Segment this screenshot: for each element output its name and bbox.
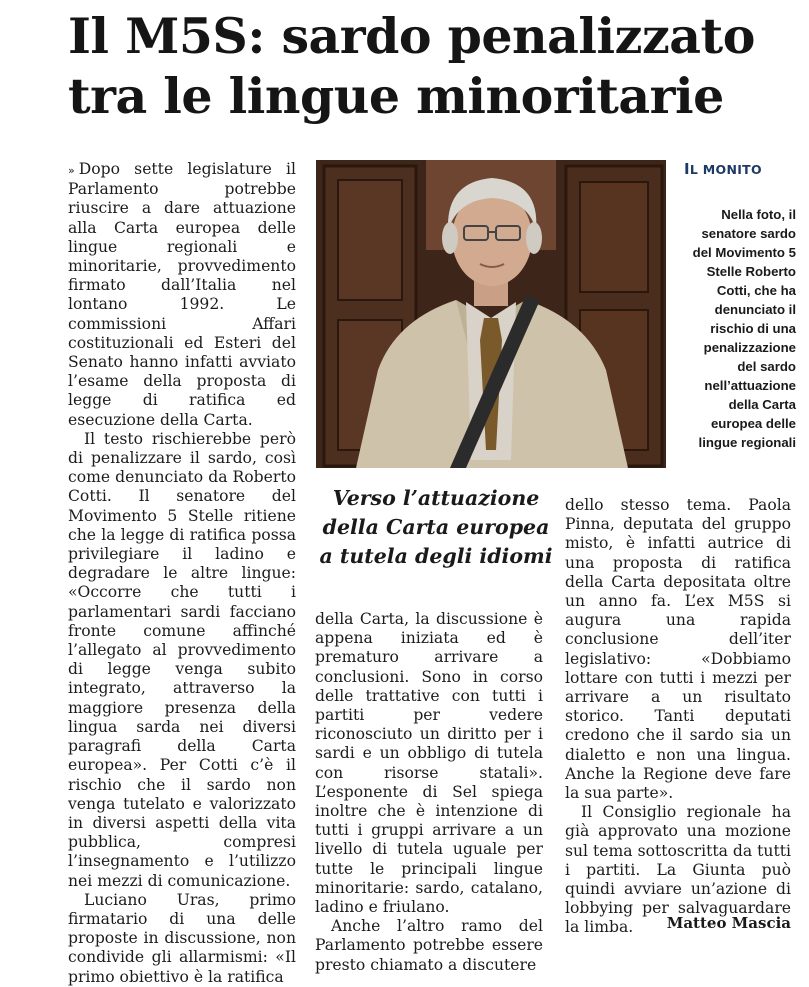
column-3 [565,496,791,938]
col3-paragraph-2: Il Consiglio regionale ha già approvato una mozione sul tema sottoscritta da tutti i partiti. La Giunta può quindi avviare un’azione di lobbying per salvaguardare la limba. [565,803,791,937]
pull-quote: Verso l’attuazione della Carta europea a tutela degli idiomi [319,486,553,568]
headline [68,6,798,126]
col2-paragraph-2: Anche l’altro ramo del Parlamento potrebbe essere presto chiamato a discutere [315,917,543,974]
col1-paragraph-2: Il testo rischierebbe però di penalizzare il sardo, così come denunciato da Roberto Cotti. Il senatore del Movimento 5 Stelle ritiene che la legge di ratifica possa privilegiare il ladino e degradare le altre lingue: «Occorre che tutti i parlamentari sardi facciano fronte comune affinché l’allegato al provvedimento di legge venga subito integrato, attraverso la maggiore presenza della lingua sarda nei diversi paragrafi della Carta europea». Per Cotti c’è il rischio che il sardo non venga tutelato e valorizzato in diversi aspetti della vita pubblica, compresi l’insegnamento e l’utilizzo nei mezzi di comunicazione. [68,429,296,890]
col1-paragraph-1: » Dopo sette legislature il Parlamento potrebbe riuscire a dare attuazione alla Carta europea delle lingue regionali e minoritarie, provvedimento firmato dall’Italia nel lontano 1992. Le commissioni Affari costituzionali ed Esteri del Senato hanno infatti avviato l’esame della proposta di legge di ratifica ed esecuzione della Carta. [68,160,296,429]
senator-photo [316,160,666,468]
section-kicker: IL MONITO [684,160,762,178]
column-1 [68,160,296,987]
lead-arrow-icon: » [68,164,72,177]
col1-paragraph-3: Luciano Uras, primo firmatario di una delle proposte in discussione, non condivide gli allarmismi: «Il primo obiettivo è la ratifica [68,890,296,986]
col3-paragraph-1: dello stesso tema. Paola Pinna, deputata del gruppo misto, è infatti autrice di una proposta di ratifica della Carta depositata oltre un anno fa. L’ex M5S si augura una rapida conclusione dell’iter legislativo: «Dobbiamo lottare con tutti i mezzi per arrivare a un risultato storico. Tanti deputati credono che il sardo sia un dialetto e non una lingua. Anche la Regione deve fare la sua parte». [565,496,791,803]
col2-paragraph-1: della Carta, la discussione è appena iniziata ed è prematuro arrivare a conclusioni. Sono in corso delle trattative con tutti i partiti per vedere riconosciuto un diritto per i sardi e un obbligo di tutela con risorse statali». L’esponente di Sel spiega inoltre che è intenzione di tutti i gruppi arrivare a un livello di tutela uguale per tutte le principali lingue minoritarie: sardo, catalano, ladino e friulano. [315,610,543,917]
column-2 [315,610,543,975]
headline-line-2: tra le lingue minoritarie [68,67,724,125]
byline: Matteo Mascia [666,914,791,932]
headline-line-1: Il M5S: sardo penalizzato [68,7,755,65]
photo-caption: Nella foto, il senatore sardo del Movimento 5 Stelle Roberto Cotti, che ha denunciato il rischio di una penalizzazione del sardo nell’attuazione della Carta europea delle lingue regionali [692,207,796,450]
